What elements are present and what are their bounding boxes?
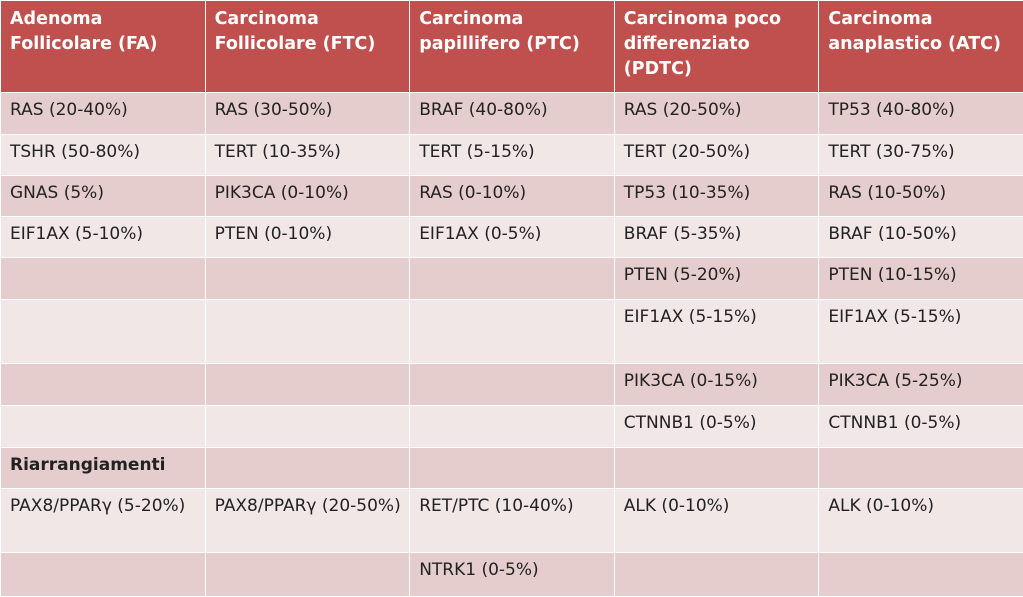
header-row xyxy=(1,1,1023,93)
table-cell: PTEN (5-20%) xyxy=(614,258,819,300)
table-cell xyxy=(205,406,410,448)
table-cell: PAX8/PPARγ (5-20%) xyxy=(1,489,206,553)
table-cell xyxy=(1,406,206,448)
table-cell xyxy=(205,300,410,364)
table-cell xyxy=(614,448,819,489)
table-cell: PIK3CA (0-10%) xyxy=(205,176,410,217)
table-cell xyxy=(410,406,615,448)
table-row xyxy=(1,364,1023,406)
table-cell: PTEN (10-15%) xyxy=(819,258,1023,300)
table-cell: BRAF (5-35%) xyxy=(614,217,819,258)
table-cell xyxy=(1,258,206,300)
table-cell xyxy=(205,448,410,489)
table-row xyxy=(1,553,1023,597)
table-cell: RAS (0-10%) xyxy=(410,176,615,217)
header-ftc: Carcinoma Follicolare (FTC) xyxy=(205,1,410,93)
table-row xyxy=(1,217,1023,258)
table-cell: BRAF (40-80%) xyxy=(410,93,615,135)
table-cell xyxy=(205,553,410,597)
table-cell: TP53 (10-35%) xyxy=(614,176,819,217)
table-cell: TERT (5-15%) xyxy=(410,135,615,176)
table-cell: EIF1AX (5-15%) xyxy=(614,300,819,364)
table-cell xyxy=(614,553,819,597)
table-row xyxy=(1,300,1023,364)
table-cell: NTRK1 (0-5%) xyxy=(410,553,615,597)
table-cell: BRAF (10-50%) xyxy=(819,217,1023,258)
table-cell xyxy=(205,258,410,300)
header-pdtc: Carcinoma poco differenziato (PDTC) xyxy=(614,1,819,93)
table-cell: TP53 (40-80%) xyxy=(819,93,1023,135)
table-row xyxy=(1,406,1023,448)
table-row xyxy=(1,93,1023,135)
table-row xyxy=(1,176,1023,217)
table-cell: GNAS (5%) xyxy=(1,176,206,217)
table-row xyxy=(1,448,1023,489)
table-cell xyxy=(1,300,206,364)
table-cell: TERT (10-35%) xyxy=(205,135,410,176)
table-cell: CTNNB1 (0-5%) xyxy=(819,406,1023,448)
table-cell: EIF1AX (5-10%) xyxy=(1,217,206,258)
table-cell: PIK3CA (0-15%) xyxy=(614,364,819,406)
table-cell: RAS (10-50%) xyxy=(819,176,1023,217)
table-row xyxy=(1,258,1023,300)
table-cell: RAS (30-50%) xyxy=(205,93,410,135)
table-cell xyxy=(410,448,615,489)
table-cell xyxy=(410,258,615,300)
table-cell: ALK (0-10%) xyxy=(614,489,819,553)
table-cell: PAX8/PPARγ (20-50%) xyxy=(205,489,410,553)
table-cell: CTNNB1 (0-5%) xyxy=(614,406,819,448)
table-row xyxy=(1,135,1023,176)
table-cell: RAS (20-40%) xyxy=(1,93,206,135)
table-cell xyxy=(819,448,1023,489)
header-ptc: Carcinoma papillifero (PTC) xyxy=(410,1,615,93)
table-cell: ALK (0-10%) xyxy=(819,489,1023,553)
table-cell xyxy=(1,553,206,597)
table-cell: RAS (20-50%) xyxy=(614,93,819,135)
table-cell: EIF1AX (5-15%) xyxy=(819,300,1023,364)
table-cell: PTEN (0-10%) xyxy=(205,217,410,258)
table-cell: TERT (20-50%) xyxy=(614,135,819,176)
table-cell xyxy=(819,553,1023,597)
table-cell xyxy=(410,300,615,364)
table-cell xyxy=(205,364,410,406)
table-cell: PIK3CA (5-25%) xyxy=(819,364,1023,406)
header-fa: Adenoma Follicolare (FA) xyxy=(1,1,206,93)
table-cell: EIF1AX (0-5%) xyxy=(410,217,615,258)
table-cell: TSHR (50-80%) xyxy=(1,135,206,176)
table-cell: RET/PTC (10-40%) xyxy=(410,489,615,553)
table-cell xyxy=(410,364,615,406)
table-cell: TERT (30-75%) xyxy=(819,135,1023,176)
table-cell xyxy=(1,364,206,406)
table-row xyxy=(1,489,1023,553)
section-label-rearrangements: Riarrangiamenti xyxy=(1,448,206,489)
header-atc: Carcinoma anaplastico (ATC) xyxy=(819,1,1023,93)
